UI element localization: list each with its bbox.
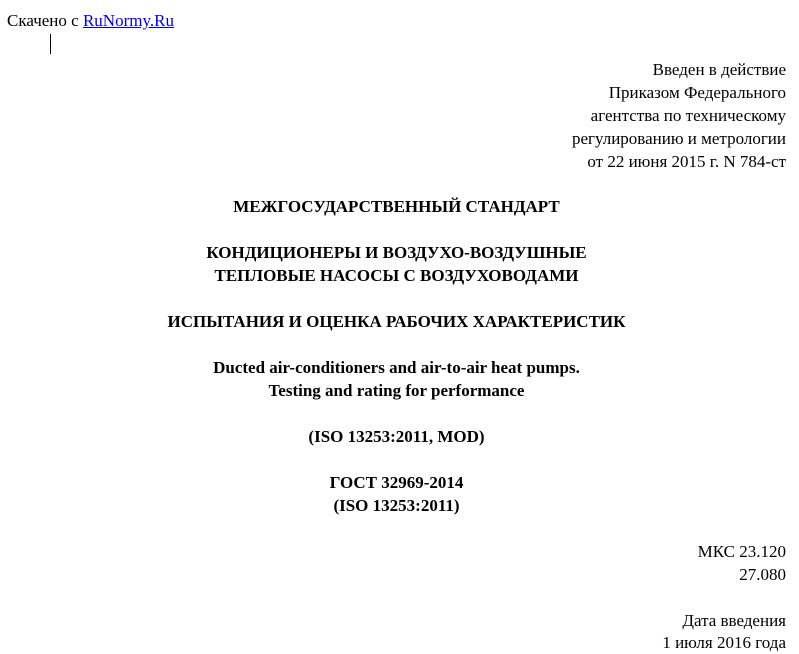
standard-type-heading: МЕЖГОСУДАРСТВЕННЫЙ СТАНДАРТ <box>233 197 560 216</box>
mks-classification-line1: МКС 23.120 <box>697 542 786 561</box>
approval-line: агентства по техническому <box>590 106 786 125</box>
standard-name-en-line1: Ducted air-conditioners and air-to-air heat pumps. <box>213 358 580 377</box>
iso-mod-reference: (ISO 13253:2011, MOD) <box>308 427 485 446</box>
standard-name-en-line2: Testing and rating for performance <box>268 381 525 400</box>
downloaded-prefix: Скачено с <box>7 11 83 30</box>
text-cursor <box>50 34 51 54</box>
approval-line: от 22 июня 2015 г. N 784-ст <box>587 152 786 171</box>
effective-date-value: 1 июля 2016 года <box>662 633 786 652</box>
standard-subtitle-ru: ИСПЫТАНИЯ И ОЦЕНКА РАБОЧИХ ХАРАКТЕРИСТИК <box>167 312 626 331</box>
standard-name-ru-line2: ТЕПЛОВЫЕ НАСОСЫ С ВОЗДУХОВОДАМИ <box>214 266 579 285</box>
approval-line: Введен в действие <box>652 60 786 79</box>
approval-block <box>572 58 786 173</box>
downloaded-from-note <box>7 11 174 31</box>
effective-date-label: Дата введения <box>682 611 786 630</box>
iso-reference: (ISO 13253:2011) <box>333 496 460 515</box>
approval-line: Приказом Федерального <box>608 83 786 102</box>
runormy-link[interactable]: RuNormy.Ru <box>82 11 174 30</box>
mks-classification-line2: 27.080 <box>739 565 786 584</box>
approval-line: регулированию и метрологии <box>571 129 786 148</box>
standard-name-ru-line1: КОНДИЦИОНЕРЫ И ВОЗДУХО-ВОЗДУШНЫЕ <box>206 243 587 262</box>
gost-number: ГОСТ 32969-2014 <box>329 473 464 492</box>
